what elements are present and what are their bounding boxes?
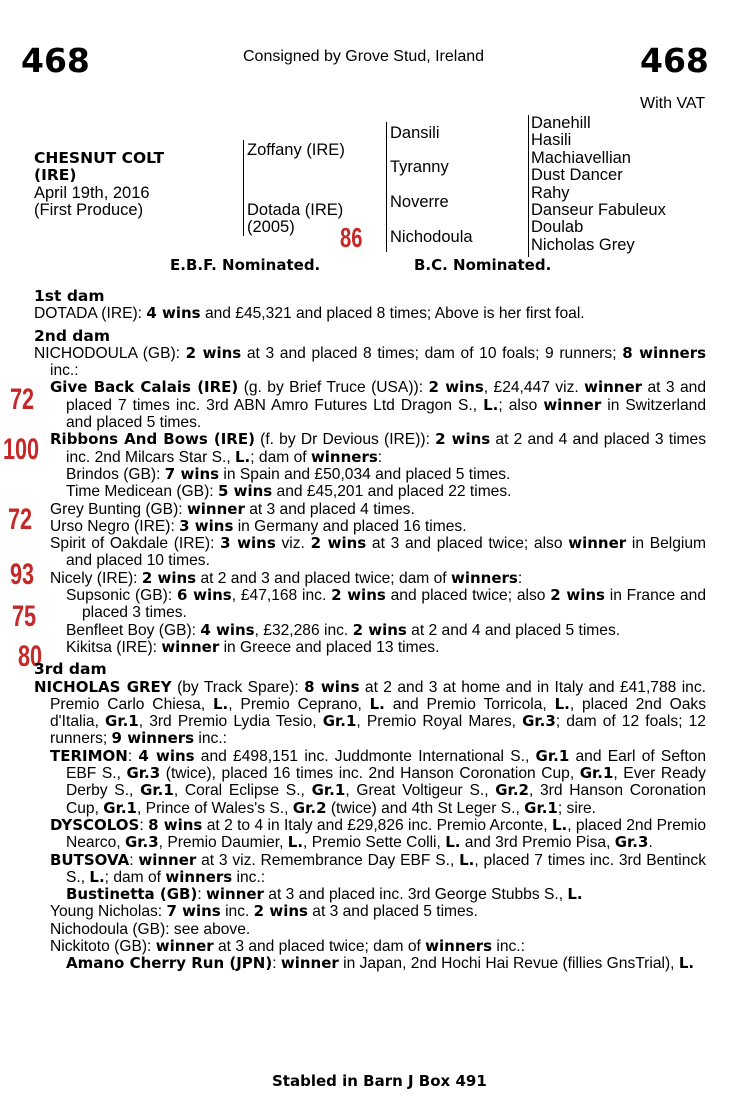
rating-ribbons-and-bows: 100 [3,433,40,466]
young-nicholas: Young Nicholas: 7 wins inc. 2 wins at 3 and placed 5 times. [50,902,478,921]
vat-status: With VAT [640,95,706,112]
section-3rd-dam: 3rd dam [34,660,107,679]
pedigree-line-sire [243,140,244,236]
pedigree-line-g3 [528,115,529,257]
section-2nd-dam: 2nd dam [34,326,111,345]
horse-produce: (First Produce) [34,201,144,219]
lot-number-left: 468 [21,41,90,80]
ribbons-and-bows: Ribbons And Bows (IRE) (f. by Dr Devious (IRE)): 2 wins at 2 and 4 and placed 3 times inc. 2nd Milcars Star S., L.; dam of winners: [50,430,706,466]
lot-number-right: 468 [640,41,709,80]
pedigree-g3-6: Danseur Fabuleux [531,201,666,219]
horse-country: (IRE) [34,166,77,184]
pedigree-g3-5: Rahy [531,184,570,202]
pedigree-g2-2: Tyranny [390,158,449,176]
first-dam-text: DOTADA (IRE): 4 wins and £45,321 and placed 8 times; Above is her first foal. [34,304,585,323]
kikitsa: Kikitsa (IRE): winner in Greece and placed 13 times. [66,637,440,656]
pedigree-g3-8: Nicholas Grey [531,236,635,254]
rating-give-back-calais: 72 [10,383,35,416]
dyscolos: DYSCOLOS: 8 wins at 2 to 4 in Italy and £29,826 inc. Premio Arconte, L., placed 2nd Premio Nearco, Gr.3, Premio Daumier, L., Premio Sette Colli, L. and 3rd Premio Pisa, Gr.3. [50,815,706,852]
rating-nicely: 93 [10,558,35,591]
rating-supsonic: 75 [12,600,37,633]
amano-cherry-run: Amano Cherry Run (JPN): winner in Japan, 2nd Hochi Hai Revue (fillies GnsTrial), L. [66,954,695,973]
pedigree-line-g2 [386,122,387,252]
pedigree-g3-4: Dust Dancer [531,166,623,184]
terimon: TERIMON: 4 wins and £498,151 inc. Juddmonte International S., Gr.1 and Earl of Sefton EBF S., Gr.3 (twice), placed 16 times inc. 2nd Hanson Coronation Cup, Gr.1, Ever Ready Derby S., Gr.1, Coral Eclipse S., Gr.1, Great Voltigeur S., Gr.2, 3rd Hanson Coronation Cup, Gr.1, Prince of Wales's S., Gr.2 (twice) and 4th St Leger S., Gr.1; sire. [50,746,707,817]
section-1st-dam: 1st dam [34,287,105,305]
horse-name: CHESNUT COLT [34,149,165,167]
stabling-info: Stabled in Barn J Box 491 [272,1072,487,1090]
grey-bunting: Grey Bunting (GB): winner at 3 and placed 4 times. [50,499,415,518]
pedigree-g3-7: Doulab [531,218,584,236]
pedigree-g2-1: Dansili [390,124,440,142]
benfleet-boy: Benfleet Boy (GB): 4 wins, £32,286 inc. 2 wins at 2 and 4 and placed 5 times. [66,620,621,639]
rating-kikitsa: 80 [18,640,43,673]
dam-rating: 86 [340,222,363,253]
pedigree-g3-1: Danehill [531,114,591,132]
pedigree-g2-3: Noverre [390,193,449,211]
nicely: Nicely (IRE): 2 wins at 2 and 3 and placed twice; dam of winners: [50,568,523,587]
second-dam-text: NICHODOULA (GB): 2 wins at 3 and placed 8 times; dam of 10 foals; 9 runners; 8 winners inc.: [34,343,707,380]
pedigree-dam-year: (2005) [247,218,295,236]
spirit-of-oakdale: Spirit of Oakdale (IRE): 3 wins viz. 2 wins at 3 and placed twice; also winner in Belgium and placed 10 times. [50,534,707,570]
pedigree-sire: Zoffany (IRE) [247,141,345,159]
consignor: Consigned by Grove Stud, Ireland [243,48,485,65]
pedigree-g3-3: Machiavellian [531,149,631,167]
nickitoto: Nickitoto (GB): winner at 3 and placed twice; dam of winners inc.: [50,936,525,955]
pedigree-dam: Dotada (IRE) [247,201,344,219]
pedigree-g3-2: Hasili [531,131,572,149]
nicholas-grey: NICHOLAS GREY (by Track Spare): 8 wins at 2 and 3 at home and in Italy and £41,788 inc. Premio Carlo Chiesa, L., Premio Ceprano, L. and Premio Torricola, L., placed 2nd Oaks d'Italia, Gr.1, 3rd Premio Lydia Tesio, Gr.1, Premio Royal Mares, Gr.3; dam of 12 foals; 12 runners; 9 winners inc.: [34,677,706,748]
bc-nomination: B.C. Nominated. [414,256,552,274]
pedigree-notes [34,288,706,973]
butsova: BUTSOVA: winner at 3 viz. Remembrance Day EBF S., L., placed 7 times inc. 3rd Bentinck S., L.; dam of winners inc.: [50,850,706,886]
supsonic: Supsonic (GB): 6 wins, £47,168 inc. 2 wins and placed twice; also 2 wins in France and placed 3 times. [66,586,707,622]
pedigree-g2-4: Nichodoula [390,228,473,246]
bustinetta: Bustinetta (GB): winner at 3 and placed inc. 3rd George Stubbs S., L. [66,885,583,904]
nichodoula-ref: Nichodoula (GB): see above. [50,920,251,938]
brindos: Brindos (GB): 7 wins in Spain and £50,034 and placed 5 times. [66,464,511,483]
give-back-calais: Give Back Calais (IRE) (g. by Brief Truce (USA)): 2 wins, £24,447 viz. winner at 3 and placed 7 times inc. 3rd ABN Amro Futures Ltd Dragon S., L.; also winner in Switzerland and placed 5 times. [50,378,706,432]
rating-grey-bunting: 72 [8,503,33,536]
urso-negro: Urso Negro (IRE): 3 wins in Germany and placed 16 times. [50,516,467,535]
ebf-nomination: E.B.F. Nominated. [170,256,321,274]
time-medicean: Time Medicean (GB): 5 wins and £45,201 and placed 22 times. [66,482,512,501]
horse-dob: April 19th, 2016 [34,184,150,202]
